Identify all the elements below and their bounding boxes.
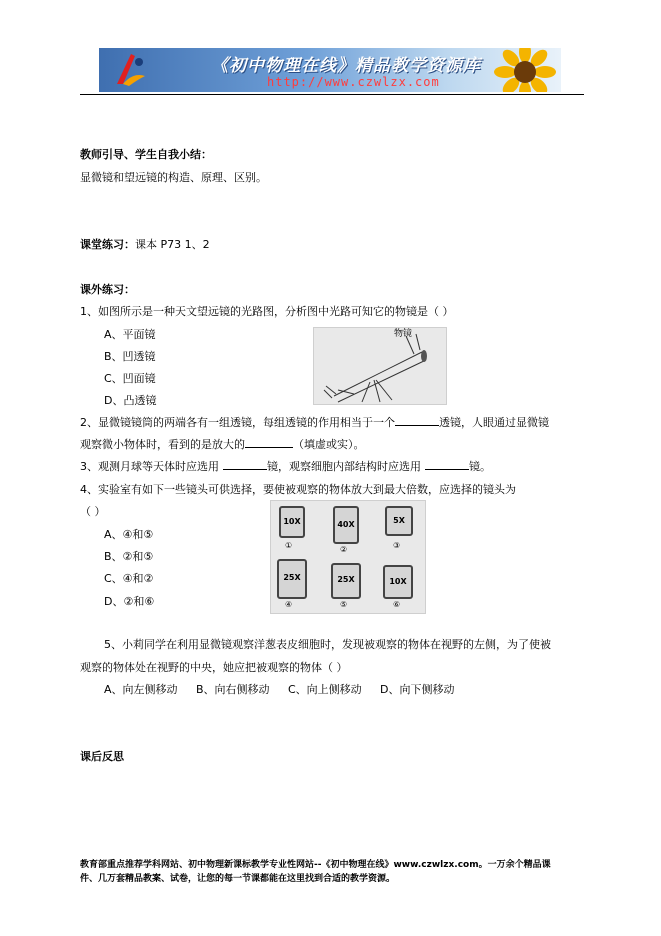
- classwork-heading: 课堂练习：: [80, 238, 135, 251]
- telescope-diagram: [314, 328, 446, 404]
- q5-line1: 5、小莉同学在利用显微镜观察洋葱表皮细胞时，发现被观察的物体在视野的左侧，为了使被: [104, 638, 551, 651]
- q2-line1-a: 2、显微镜镜筒的两端各有一组透镜，每组透镜的作用相当于一个: [80, 416, 395, 429]
- q2-line2-b: （填虚或实）。: [293, 438, 365, 451]
- q2-line1-b: 透镜，人眼通过显微镜: [439, 416, 549, 429]
- homework-heading: 课外练习：: [80, 283, 135, 296]
- reflection-heading: 课后反思: [80, 750, 124, 763]
- q3-blank-2[interactable]: [425, 459, 469, 470]
- q1-stem: 1、如图所示是一种天文望远镜的光路图，分析图中光路可知它的物镜是（ ）: [80, 305, 454, 318]
- q5-option-b: B、向右侧移动: [196, 683, 270, 696]
- lens-2-mag: 40X: [337, 520, 355, 529]
- summary-heading: 教师引导、学生自我小结：: [80, 148, 212, 161]
- q4-option-b: B、②和⑤: [104, 550, 154, 563]
- q5-option-a: A、向左侧移动: [104, 683, 178, 696]
- footer-line2: 件、几万套精品教案、试卷，让您的每一节课都能在这里找到合适的教学资源。: [80, 874, 396, 884]
- q3-b: 镜，观察细胞内部结构时应选用: [267, 460, 421, 473]
- lens-figure: [270, 500, 426, 614]
- q1-option-b: B、凹透镜: [104, 350, 156, 363]
- q4-line2: （ ）: [80, 505, 106, 518]
- telescope-figure: [313, 327, 447, 405]
- q2-line1: [80, 414, 549, 430]
- q1-option-a: A、平面镜: [104, 328, 156, 341]
- q2-blank-2[interactable]: [245, 437, 293, 448]
- q4-option-d: D、②和⑥: [104, 595, 155, 608]
- q4-option-a: A、④和⑤: [104, 528, 154, 541]
- lens-4-mag: 25X: [283, 573, 301, 582]
- lens-3: [385, 506, 413, 536]
- lens-5: [331, 563, 361, 599]
- lens-1-mag: 10X: [283, 517, 301, 526]
- q5-option-d: D、向下侧移动: [380, 683, 455, 696]
- site-banner: [99, 48, 561, 92]
- classwork-line: [80, 236, 210, 252]
- lens-2: [333, 506, 359, 544]
- q3-blank-1[interactable]: [223, 459, 267, 470]
- lens-3-mag: 5X: [393, 516, 405, 525]
- q2-line2: [80, 436, 365, 452]
- lens-4-num: ④: [285, 600, 293, 609]
- site-logo-icon: [109, 50, 149, 90]
- q3-line: [80, 458, 491, 474]
- q4-line1: 4、实验室有如下一些镜头可供选择，要使被观察的物体放大到最大倍数，应选择的镜头为: [80, 483, 516, 496]
- header-rule: [80, 94, 584, 95]
- lens-6-num: ⑥: [393, 600, 401, 609]
- lens-6: [383, 565, 413, 599]
- q5-line2: 观察的物体处在视野的中央，她应把被观察的物体（ ）: [80, 661, 348, 674]
- summary-text: 显微镜和望远镜的构造、原理、区别。: [80, 171, 267, 184]
- lens-3-num: ③: [393, 541, 401, 550]
- q2-blank-1[interactable]: [395, 415, 439, 426]
- q1-option-c: C、凹面镜: [104, 372, 156, 385]
- lens-4: [277, 559, 307, 599]
- footer-line1: 教育部重点推荐学科网站、初中物理新课标教学专业性网站--《初中物理在线》www.czwlzx.com。一万余个精品课: [80, 860, 551, 870]
- q3-a: 3、观测月球等天体时应选用: [80, 460, 219, 473]
- lens-6-mag: 10X: [389, 577, 407, 586]
- sunflower-icon: [487, 48, 557, 92]
- q5-option-c: C、向上侧移动: [288, 683, 362, 696]
- lens-5-num: ⑤: [340, 600, 348, 609]
- q2-line2-a: 观察微小物体时，看到的是放大的: [80, 438, 245, 451]
- classwork-text: 课本 P73 1、2: [135, 238, 210, 251]
- banner-url[interactable]: http://www.czwlzx.com: [267, 75, 440, 89]
- lens-5-mag: 25X: [337, 575, 355, 584]
- lens-1-num: ①: [285, 541, 293, 550]
- q1-option-d: D、凸透镜: [104, 394, 157, 407]
- q3-c: 镜。: [469, 460, 491, 473]
- figure-label-objective: 物镜: [394, 329, 413, 339]
- lens-2-num: ②: [340, 545, 348, 554]
- q4-option-c: C、④和②: [104, 572, 154, 585]
- lens-1: [279, 506, 305, 538]
- banner-title: 《初中物理在线》精品教学资源库: [211, 56, 481, 76]
